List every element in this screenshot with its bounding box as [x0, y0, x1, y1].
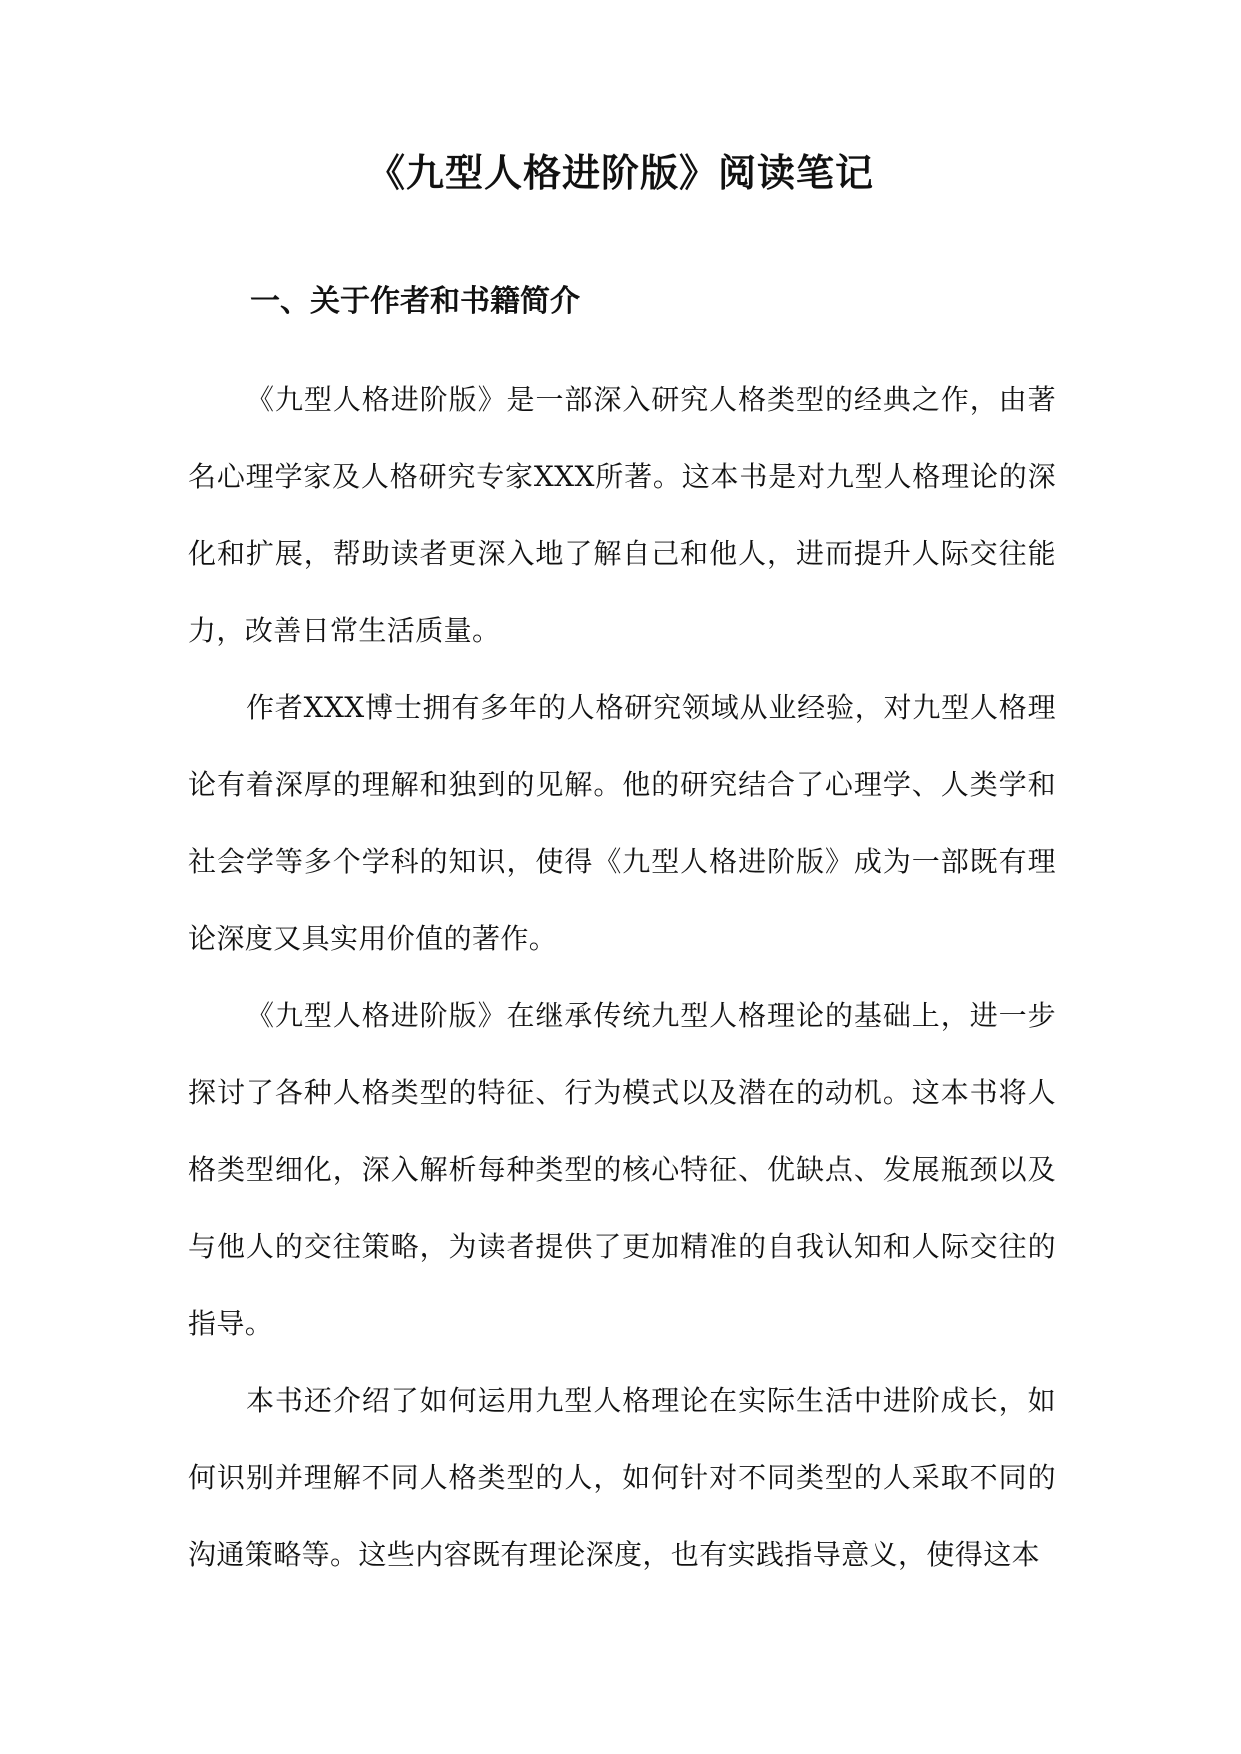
paragraph: 作者XXX博士拥有多年的人格研究领域从业经验，对九型人格理论有着深厚的理解和独到的见解。他的研究结合了心理学、人类学和社会学等多个学科的知识，使得《九型人格进阶版》成为一部既有理论深度又具实用价值的著作。 — [188, 691, 1056, 955]
paragraph: 《九型人格进阶版》是一部深入研究人格类型的经典之作，由著名心理学家及人格研究专家XXX所著。这本书是对九型人格理论的深化和扩展，帮助读者更深入地了解自己和他人，进而提升人际交往能力，改善日常生活质量。 — [188, 383, 1056, 647]
document-title: 《九型人格进阶版》阅读笔记 — [366, 151, 874, 195]
section-heading: 一、关于作者和书籍简介 — [250, 284, 580, 319]
paragraph: 《九型人格进阶版》在继承传统九型人格理论的基础上，进一步探讨了各种人格类型的特征、行为模式以及潜在的动机。这本书将人格类型细化，深入解析每种类型的核心特征、优缺点、发展瓶颈以及与他人的交往策略，为读者提供了更加精准的自我认知和人际交往的指导。 — [188, 999, 1056, 1340]
paragraph: 本书还介绍了如何运用九型人格理论在实际生活中进阶成长，如何识别并理解不同人格类型的人，如何针对不同类型的人采取不同的沟通策略等。这些内容既有理论深度，也有实践指导意义，使得这本 — [188, 1384, 1056, 1571]
body-text — [188, 361, 1056, 1593]
